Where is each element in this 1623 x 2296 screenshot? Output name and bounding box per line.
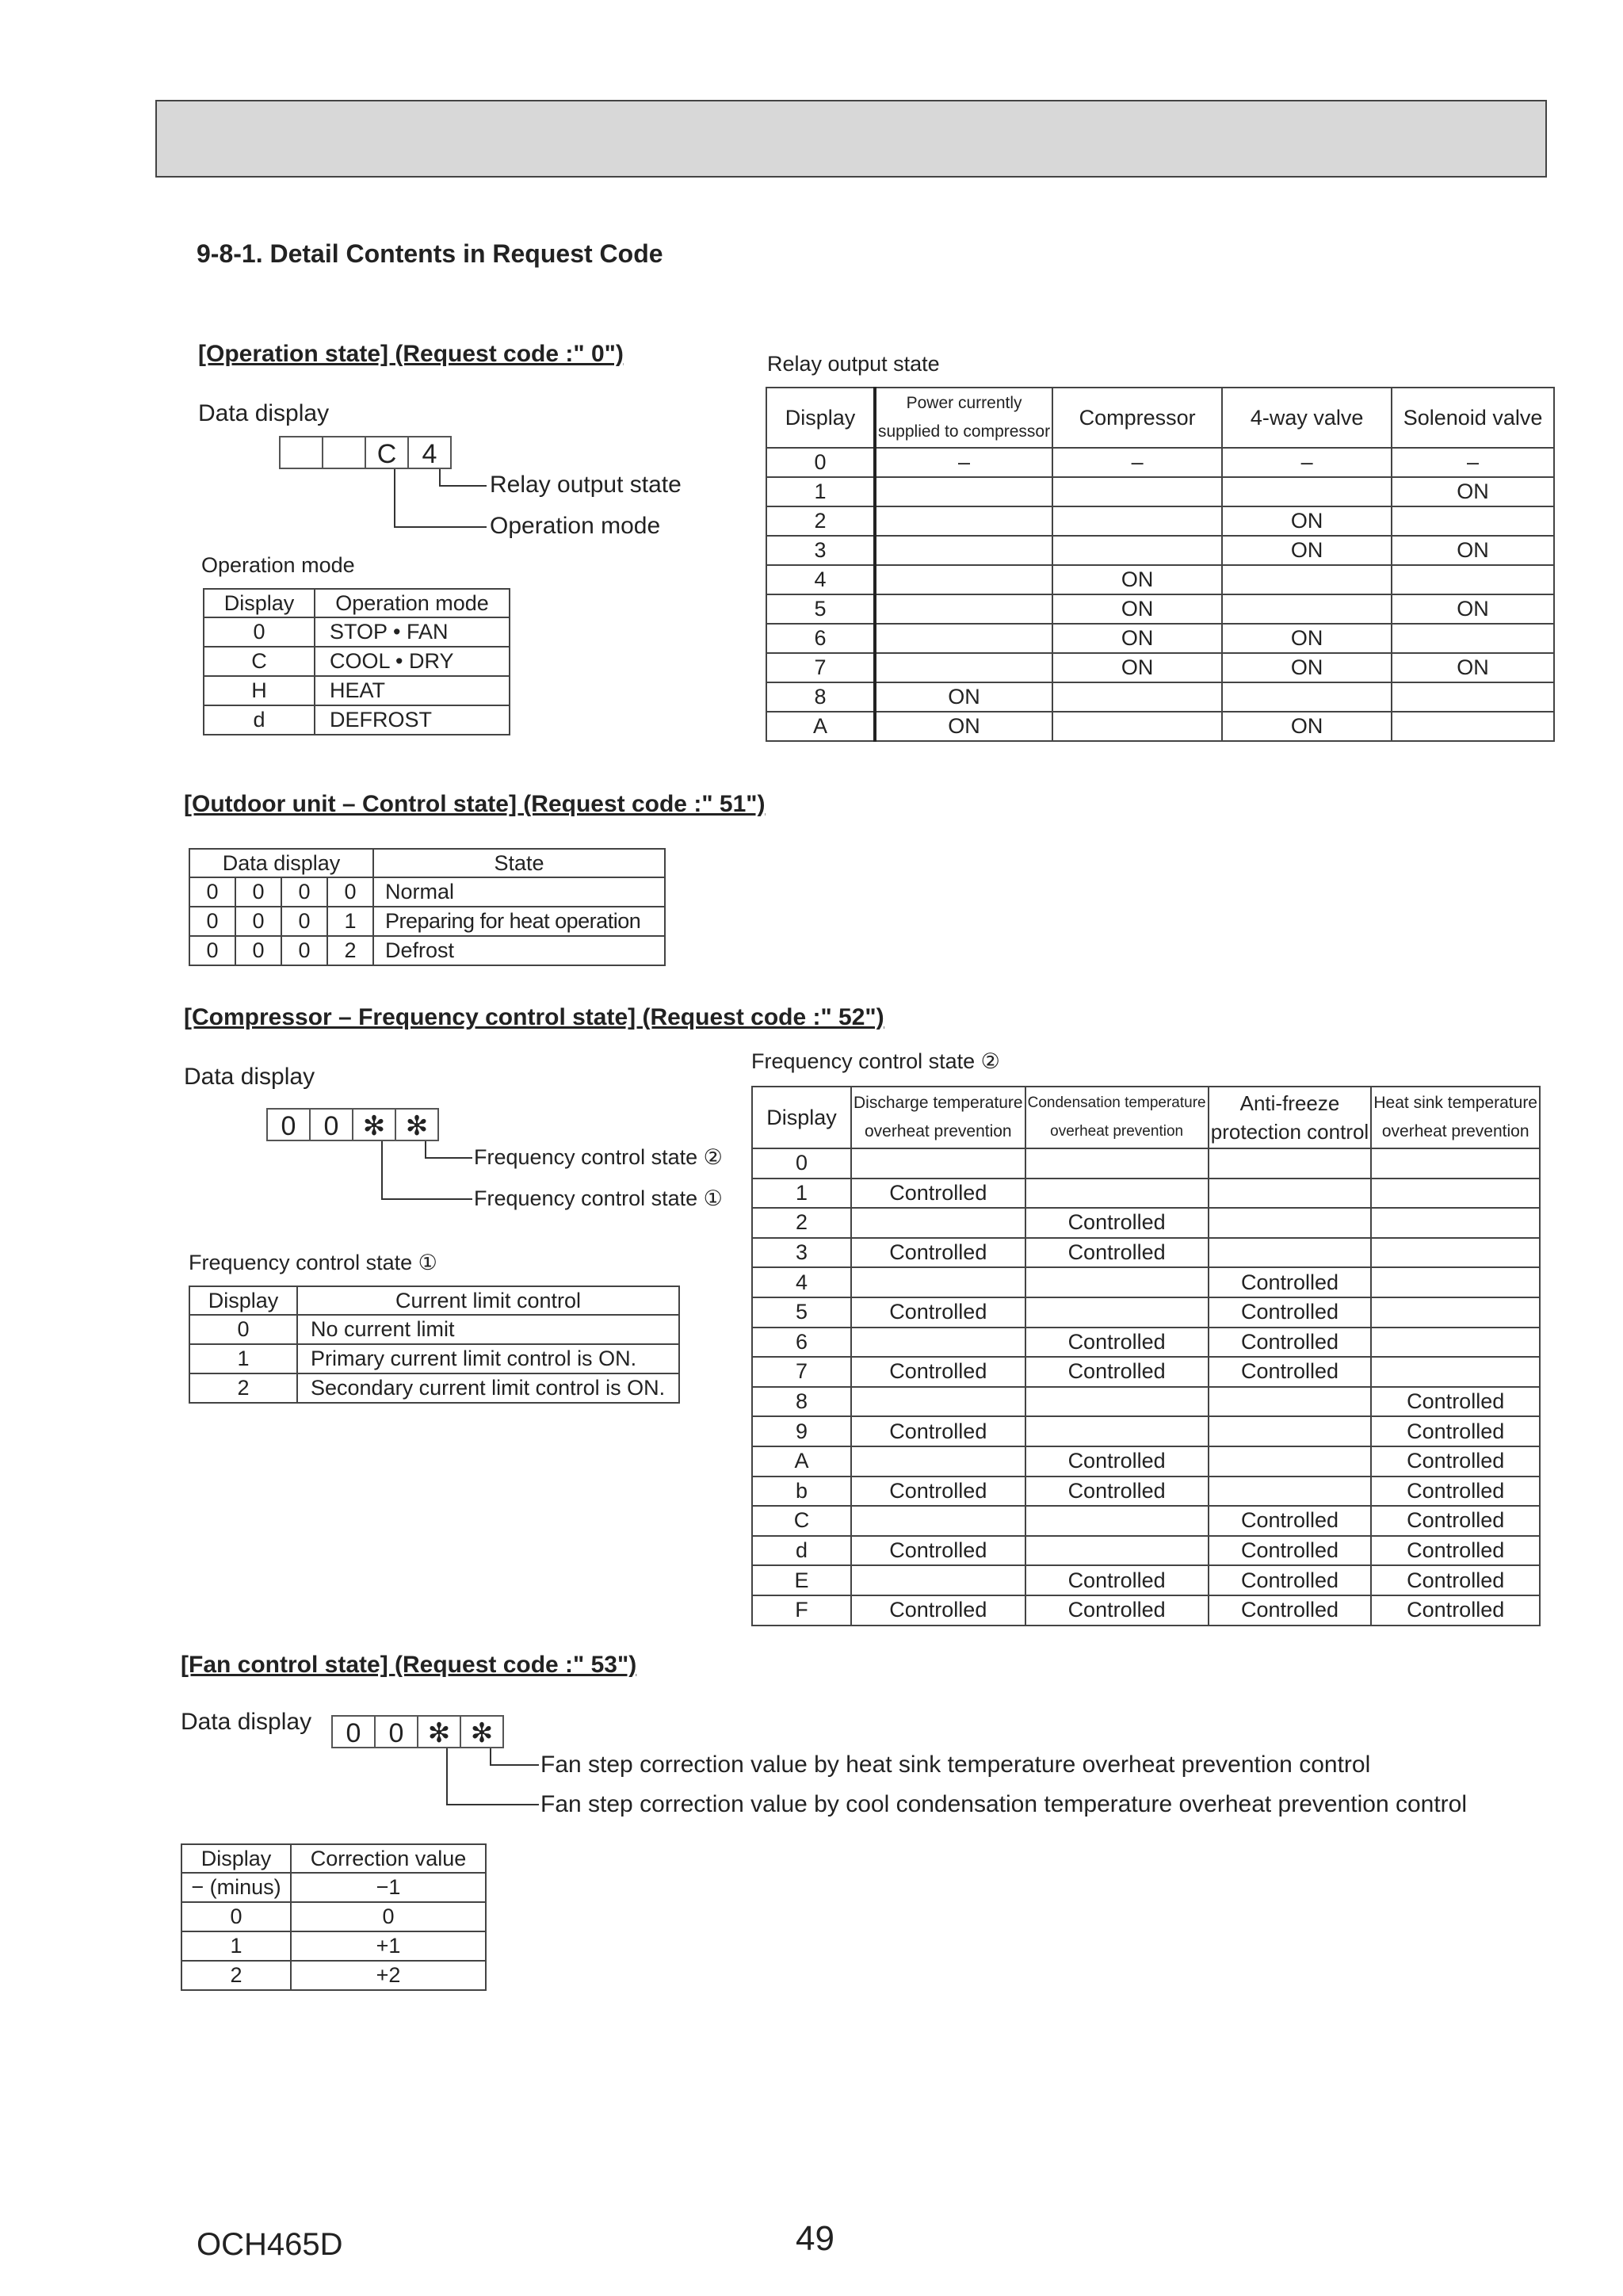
- pointer-label-fc2: Frequency control state ②: [474, 1145, 723, 1169]
- table-header: Display: [189, 1286, 297, 1315]
- table-row: 1 Controlled: [752, 1179, 1540, 1209]
- table-row: A ON ON: [766, 712, 1554, 741]
- relay-output-table: [766, 387, 1555, 742]
- table-header: Discharge temperature overheat prevention: [851, 1087, 1025, 1148]
- table-header: Current limit control: [297, 1286, 679, 1315]
- display-cell: 0: [309, 1108, 353, 1141]
- pointer-line: [425, 1141, 426, 1157]
- table-row: b Controlled Controlled Controlled: [752, 1477, 1540, 1507]
- table-row: 5 Controlled Controlled: [752, 1297, 1540, 1328]
- operation-data-display-label: Data display: [198, 400, 330, 426]
- fan-correction-table: [181, 1843, 487, 1991]
- table-row: 0 0 0 0 Normal: [189, 877, 665, 907]
- operation-state-heading: [Operation state] (Request code :" 0"): [198, 341, 624, 367]
- compressor-display-cells: [268, 1108, 439, 1141]
- table-header: Correction value: [291, 1844, 486, 1873]
- fc2-table-title: Frequency control state ②: [751, 1049, 1000, 1073]
- table-row: 7 ON ON ON: [766, 653, 1554, 682]
- table-row: 0 0 0 1 Preparing for heat operation: [189, 907, 665, 936]
- table-header: Anti-freeze protection control: [1209, 1087, 1372, 1148]
- table-row: 6 ON ON: [766, 624, 1554, 653]
- table-row: d DEFROST: [204, 705, 510, 735]
- table-header: Condensation temperature overheat prevention: [1025, 1087, 1209, 1148]
- pointer-line: [381, 1141, 383, 1198]
- table-row: 1 Primary current limit control is ON.: [189, 1344, 679, 1373]
- fc1-table-title: Frequency control state ①: [189, 1251, 437, 1274]
- display-cell: ✻: [395, 1108, 439, 1141]
- table-row: 0 – – – –: [766, 448, 1554, 477]
- fc1-table: [189, 1286, 680, 1404]
- table-header: Display: [181, 1844, 291, 1873]
- table-row: 1 ON: [766, 477, 1554, 506]
- mode-table-title: Operation mode: [201, 553, 355, 577]
- display-cell: [322, 436, 366, 469]
- outdoor-state-heading: [Outdoor unit – Control state] (Request code :" 51"): [184, 791, 766, 817]
- table-row: 0 0: [181, 1902, 486, 1931]
- table-row: 2 Controlled: [752, 1208, 1540, 1238]
- table-header: 4-way valve: [1222, 388, 1392, 448]
- table-header: Solenoid valve: [1392, 388, 1554, 448]
- display-cell: [279, 436, 323, 469]
- fan-display-cells: [333, 1715, 504, 1748]
- compressor-state-heading: [Compressor – Frequency control state] (Request code :" 52"): [184, 1004, 884, 1030]
- pointer-label-heat-sink: Fan step correction value by heat sink temperature overheat prevention control: [540, 1752, 1371, 1778]
- table-row: H HEAT: [204, 676, 510, 705]
- relay-table-title: Relay output state: [767, 352, 940, 376]
- table-row: 2 Secondary current limit control is ON.: [189, 1373, 679, 1403]
- footer-model: OCH465D: [197, 2227, 343, 2262]
- pointer-line: [490, 1748, 491, 1764]
- pointer-label-condensation: Fan step correction value by cool condensation temperature overheat prevention control: [540, 1791, 1468, 1817]
- compressor-data-display-label: Data display: [184, 1064, 315, 1090]
- table-row: 3 Controlled Controlled: [752, 1238, 1540, 1268]
- pointer-line: [439, 469, 441, 485]
- table-row: 0 STOP • FAN: [204, 617, 510, 647]
- table-row: − (minus) −1: [181, 1873, 486, 1902]
- table-row: 5 ON ON: [766, 594, 1554, 624]
- pointer-line: [446, 1804, 539, 1805]
- fan-state-heading: [Fan control state] (Request code :" 53"): [181, 1652, 637, 1678]
- pointer-line: [394, 526, 487, 528]
- pointer-line: [381, 1198, 472, 1200]
- pointer-label-relay: Relay output state: [490, 472, 682, 498]
- table-row: 4 Controlled: [752, 1267, 1540, 1297]
- outdoor-state-table: [189, 848, 666, 966]
- fan-data-display-label: Data display: [181, 1709, 312, 1735]
- display-cell: ✻: [352, 1108, 396, 1141]
- pointer-line: [425, 1157, 472, 1159]
- table-header: State: [373, 849, 665, 877]
- table-row: A Controlled Controlled: [752, 1446, 1540, 1477]
- pointer-line: [490, 1764, 539, 1766]
- table-header: Power currently supplied to compressor: [875, 388, 1052, 448]
- table-row: C Controlled Controlled: [752, 1506, 1540, 1536]
- pointer-label-fc1: Frequency control state ①: [474, 1186, 723, 1210]
- page-number: 49: [796, 2219, 834, 2258]
- display-cell: 4: [407, 436, 452, 469]
- table-row: 7 Controlled Controlled Controlled: [752, 1357, 1540, 1387]
- table-header: Display: [204, 589, 315, 617]
- operation-mode-table: [203, 588, 510, 735]
- table-row: 2 ON: [766, 506, 1554, 536]
- table-row: d Controlled Controlled Controlled: [752, 1536, 1540, 1566]
- pointer-line: [394, 469, 395, 526]
- table-row: C COOL • DRY: [204, 647, 510, 676]
- table-row: 8 Controlled: [752, 1387, 1540, 1417]
- table-row: 6 Controlled Controlled: [752, 1328, 1540, 1358]
- display-cell: C: [365, 436, 409, 469]
- operation-display-cells: [281, 436, 452, 469]
- table-row: 0 No current limit: [189, 1315, 679, 1344]
- table-header: Display: [766, 388, 875, 448]
- display-cell: ✻: [417, 1715, 461, 1748]
- table-row: 9 Controlled Controlled: [752, 1416, 1540, 1446]
- fc2-table: [751, 1086, 1541, 1626]
- table-row: 2 +2: [181, 1961, 486, 1990]
- table-row: E Controlled Controlled Controlled: [752, 1565, 1540, 1595]
- display-cell: 0: [374, 1715, 418, 1748]
- pointer-line: [439, 485, 487, 487]
- table-header: Operation mode: [315, 589, 510, 617]
- table-header: Data display: [189, 849, 373, 877]
- table-row: 0: [752, 1148, 1540, 1179]
- table-row: F Controlled Controlled Controlled Controlled: [752, 1595, 1540, 1626]
- section-title: 9-8-1. Detail Contents in Request Code: [197, 239, 663, 268]
- pointer-label-mode: Operation mode: [490, 513, 661, 539]
- header-bar: [155, 100, 1547, 178]
- display-cell: ✻: [460, 1715, 504, 1748]
- table-row: 8 ON: [766, 682, 1554, 712]
- table-header: Compressor: [1052, 388, 1222, 448]
- table-row: 0 0 0 2 Defrost: [189, 936, 665, 965]
- display-cell: 0: [331, 1715, 376, 1748]
- table-row: 1 +1: [181, 1931, 486, 1961]
- table-header: Display: [752, 1087, 851, 1148]
- table-header: Heat sink temperature overheat prevention: [1371, 1087, 1540, 1148]
- table-row: 3 ON ON: [766, 536, 1554, 565]
- table-row: 4 ON: [766, 565, 1554, 594]
- display-cell: 0: [266, 1108, 311, 1141]
- pointer-line: [446, 1748, 448, 1804]
